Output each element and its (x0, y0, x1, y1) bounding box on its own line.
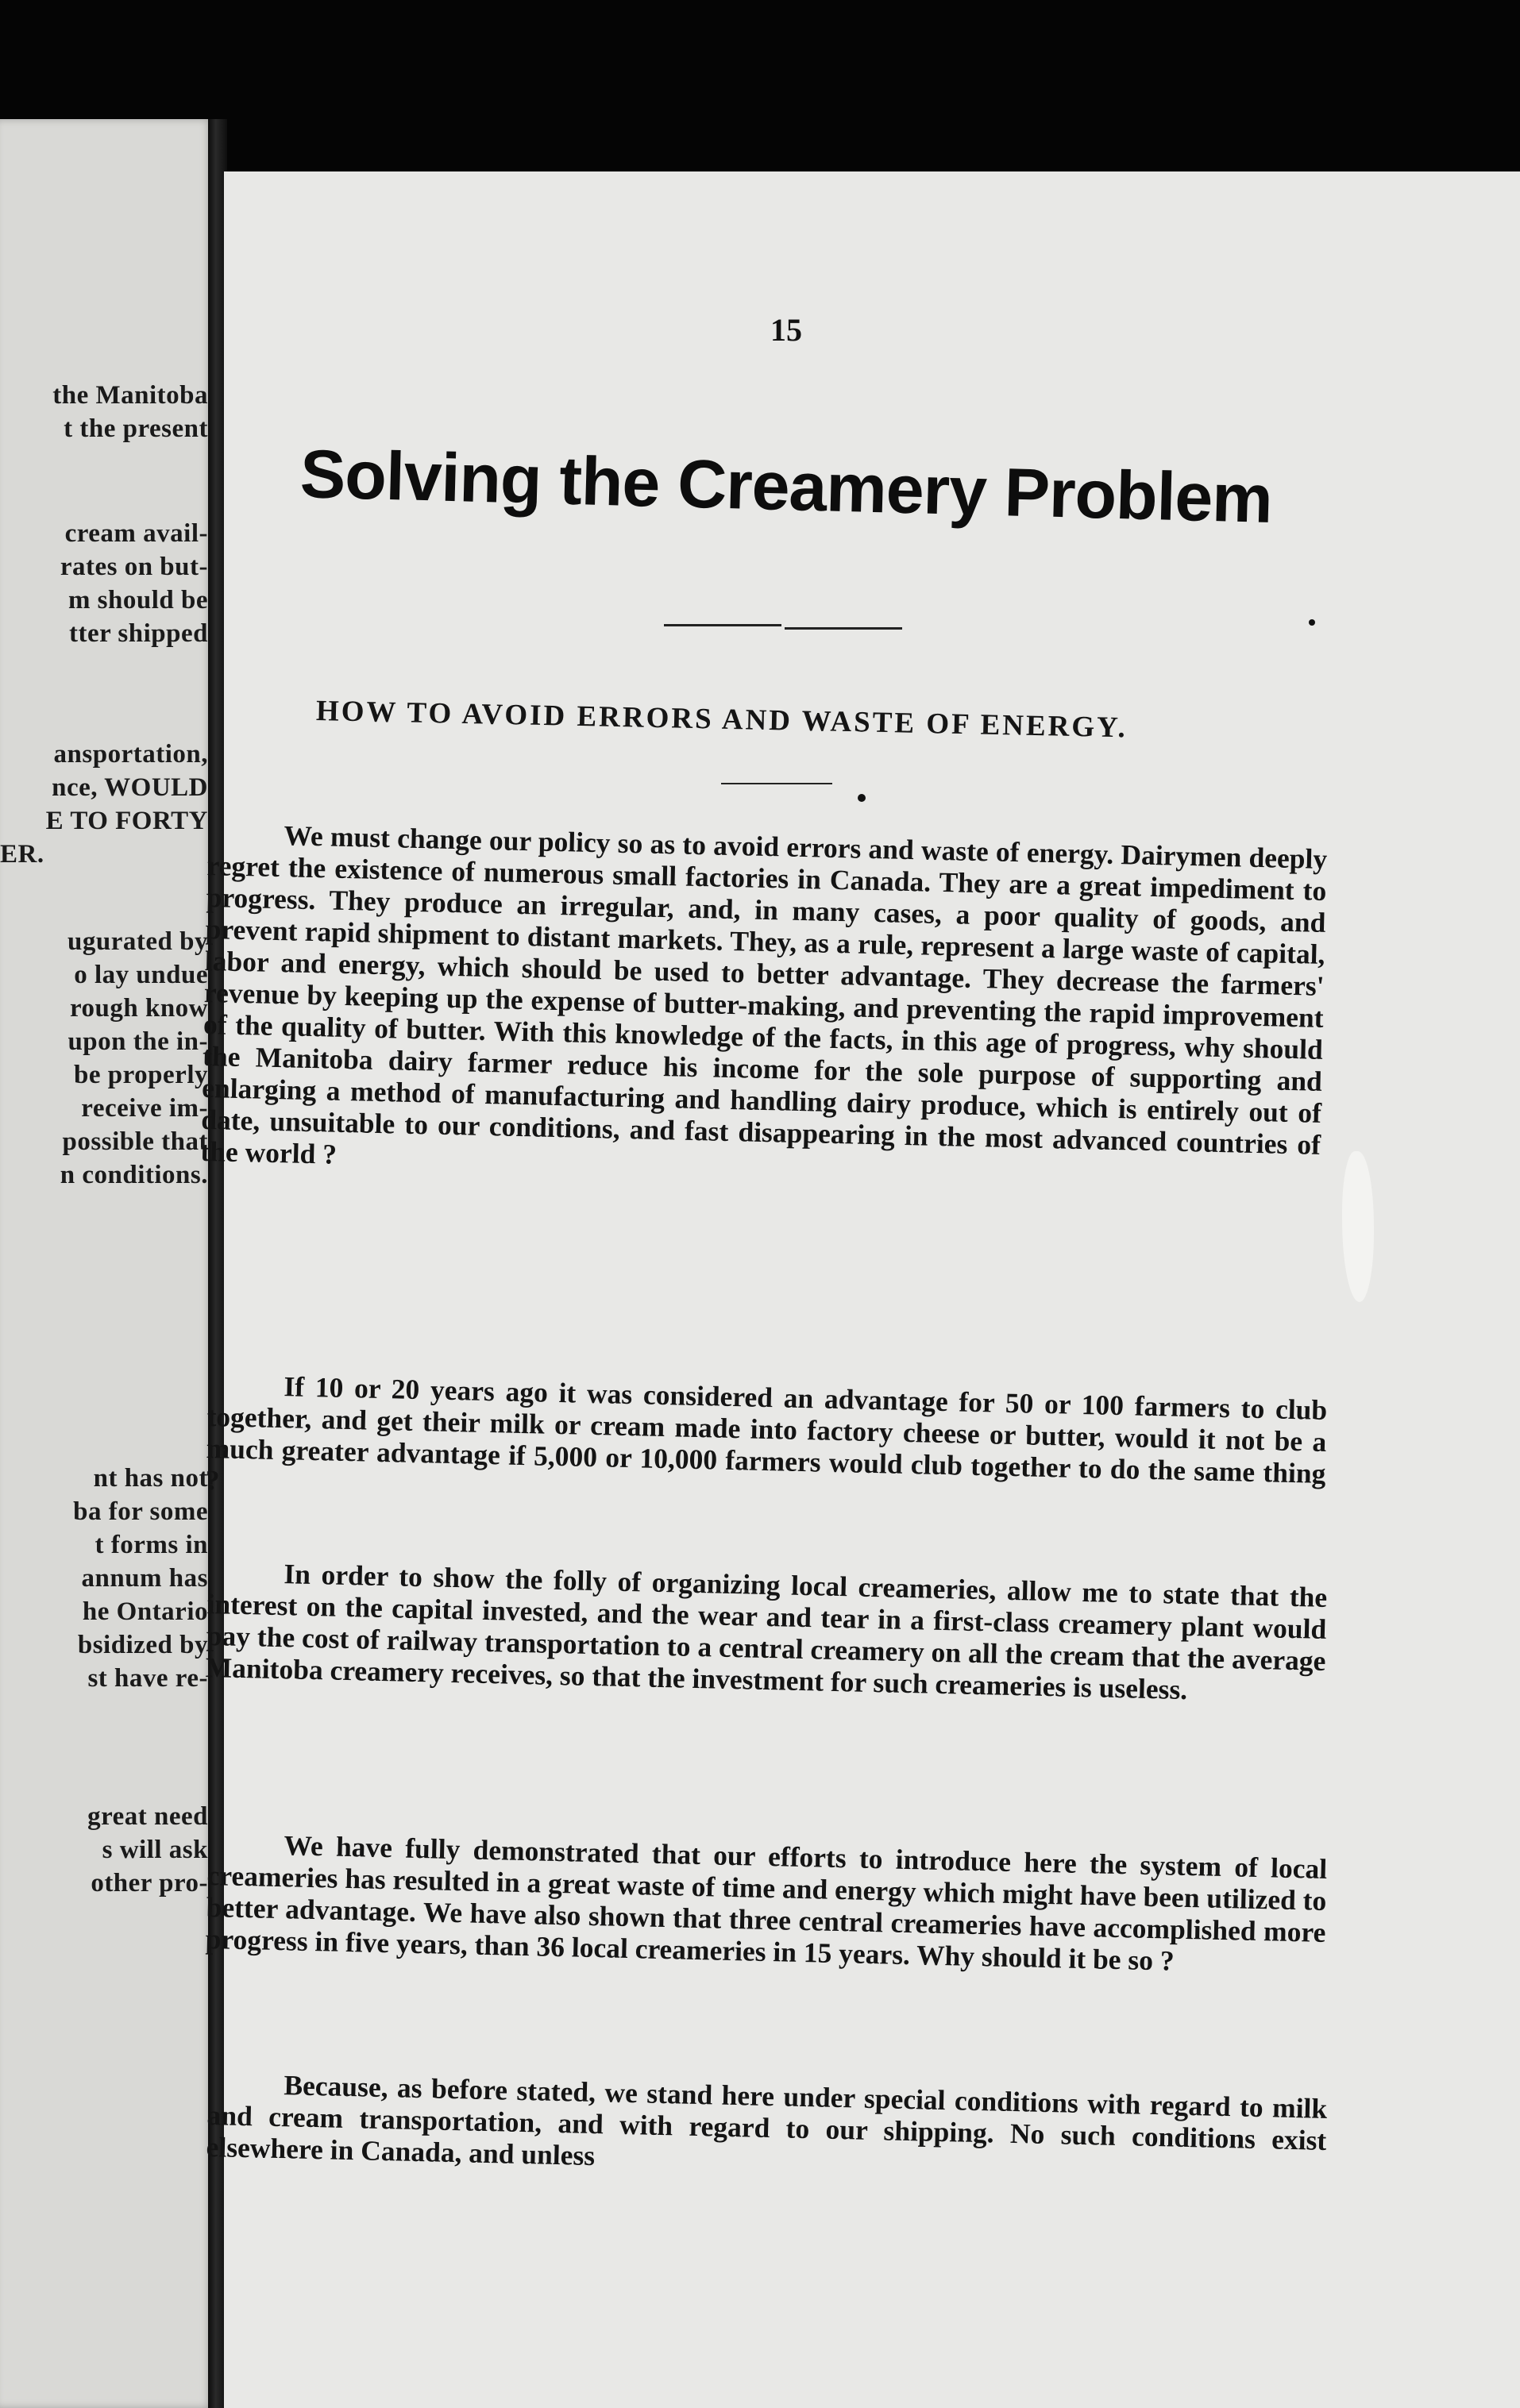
left-line: n conditions. (60, 1161, 208, 1189)
left-line: be properly (74, 1061, 208, 1089)
left-line: great need (87, 1802, 208, 1831)
paragraph-1 (200, 818, 1328, 1192)
paper-tear-mark (1342, 1151, 1374, 1302)
previous-page-fragment (0, 119, 213, 2408)
left-line: receive im- (81, 1094, 208, 1123)
page-title: Solving the Creamery Problem (299, 436, 1274, 538)
left-line: rough know (69, 994, 208, 1023)
title-divider (664, 624, 781, 626)
left-line: tter shipped (69, 619, 208, 648)
paragraph-2 (205, 1369, 1327, 1521)
left-line: upon the in- (68, 1027, 208, 1056)
ornament-dot (858, 794, 866, 802)
paragraph-4-text: We have fully demonstrated that our efforts to introduce here the system of local creameries has resulted in a great waste of time and energy which might have been utilized to better advantage. We have also shown that three central creameries have accomplished more progress in five years, than 36 local creameries in 15 years. Why should it be so ? (205, 1829, 1328, 1977)
paragraph-3-text: In order to show the folly of organizing local creameries, allow me to state that the interest on the capital invested, and the wear and tear in a first-class creamery plant would pay the cost of railway transportation to a central creamery on all the cream that the average Manitoba creamery receives, so that the investment for such creameries is useless. (205, 1558, 1328, 1706)
left-line: possible that (62, 1127, 208, 1156)
section-subtitle: HOW TO AVOID ERRORS AND WASTE OF ENERGY. (315, 695, 1128, 745)
left-line: t the present (64, 414, 208, 443)
paragraph-5-text: Because, as before stated, we stand here under special conditions with regard to milk and cream transportation, and with regard to our shipping. No such conditions exist elsewhere in Canada, and unless (206, 2069, 1328, 2172)
paragraph-4 (205, 1828, 1327, 1980)
left-line: nt has not (93, 1464, 208, 1493)
left-line: t forms in (95, 1531, 208, 1559)
title-divider (785, 627, 902, 630)
paragraph-1-text: We must change our policy so as to avoid errors and waste of energy. Dairymen deeply regret the existence of numerous small factories in Canada. They are a great impediment to progress. They produce an irregular, and, in many cases, a poor quality of goods, and prevent rapid shipment to distant markets. They, as a rule, represent a large waste of capital, labor and energy, which should be used to better advantage. They decrease the farmers' revenue by keeping up the expense of butter-making, and preventing the rapid improvement of the quality of butter. With this knowledge of the facts, in this age of progress, why should the Manitoba dairy farmer reduce his income for the sole purpose of supporting and enlarging a method of manufacturing and handling dairy produce, which is entirely out of date, unsuitable to our conditions, and fast disappearing in the most advanced countries of the world ? (200, 819, 1328, 1170)
left-line: ba for some (73, 1497, 208, 1526)
left-line: other pro- (91, 1869, 208, 1898)
left-line: he Ontario (82, 1597, 208, 1626)
left-line: ansportation, (53, 740, 208, 769)
left-line: E TO FORTY (45, 807, 208, 835)
left-line: s will ask (102, 1836, 208, 1864)
left-line: annum has (81, 1564, 208, 1593)
ornament-dot (1309, 619, 1315, 626)
page-number: 15 (770, 312, 802, 348)
paragraph-2-text: If 10 or 20 years ago it was considered an advantage for 50 or 100 farmers to club together, and get their milk or cream made into factory cheese or butter, would it not be a much greater advantage if 5,000 or 10,000 farmers would club together to do the same thing ? (205, 1370, 1328, 1497)
left-line: ER. (0, 840, 44, 869)
left-line: the Manitoba (52, 381, 208, 410)
left-line: ugurated by (68, 927, 208, 956)
left-line: st have re- (87, 1664, 208, 1693)
left-line: rates on but- (60, 553, 208, 581)
paragraph-3 (205, 1556, 1327, 1709)
left-line: m should be (68, 586, 208, 615)
left-line: o lay undue (74, 961, 208, 989)
subtitle-divider (721, 783, 832, 784)
left-line: bsidized by (77, 1631, 208, 1659)
left-line: nce, WOULD (52, 773, 208, 802)
left-line: cream avail- (64, 519, 208, 548)
